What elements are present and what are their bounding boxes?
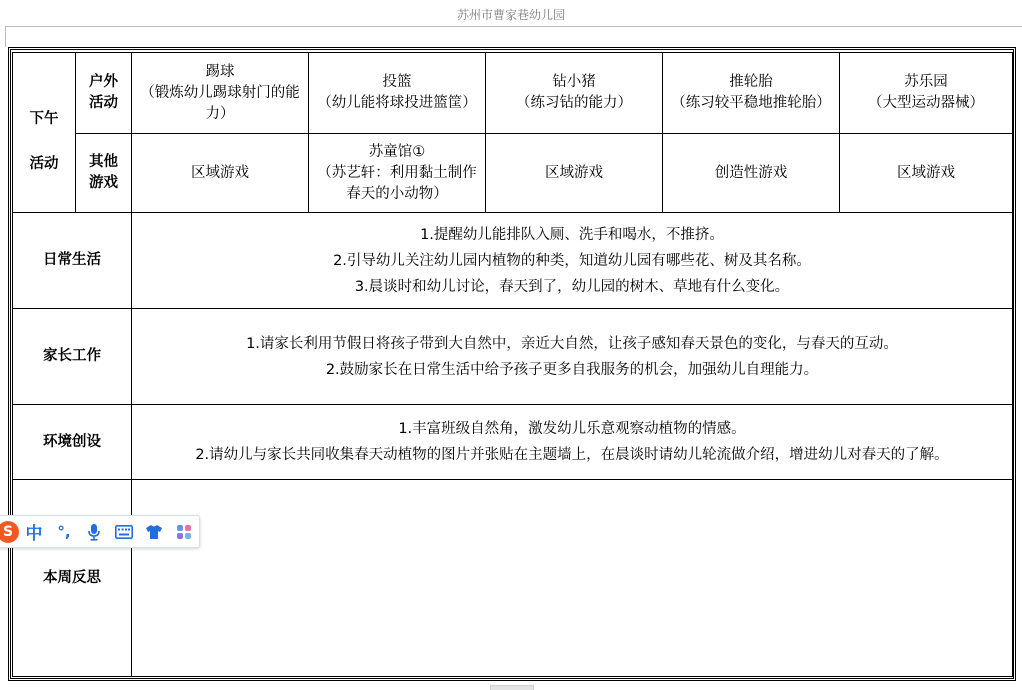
outdoor-cell-5 (840, 53, 1013, 134)
skin-icon (145, 524, 163, 540)
outdoor-cell-1 (132, 53, 309, 134)
activity-name: 踢球 (205, 63, 235, 80)
activity-name: 区域游戏 (897, 164, 955, 181)
toolbox-icon[interactable] (169, 516, 199, 547)
activity-desc: （练习钻的能力） (516, 95, 632, 111)
parents-work-row (13, 309, 1013, 405)
outdoor-cell-4 (663, 53, 840, 134)
other-cell-4 (663, 134, 840, 213)
other-games-label: 其他 游戏 (76, 134, 132, 213)
activity-name: 苏乐园 (904, 74, 948, 90)
keyboard-icon (115, 525, 133, 539)
outdoor-activity-row (13, 53, 1013, 134)
activity-name: 创造性游戏 (714, 164, 788, 181)
sogou-logo-icon[interactable]: S (0, 521, 19, 543)
outdoor-cell-3 (486, 53, 663, 134)
activity-desc: （幼儿能将球投进篮筐） (317, 95, 477, 111)
activity-desc: （锻炼幼儿踢球射门的能力） (140, 84, 300, 122)
mic-icon (87, 523, 101, 541)
afternoon-activity-label: 下午 活动 (13, 53, 76, 213)
daily-life-content (132, 213, 1013, 309)
list-item: 2.请幼儿与家长共同收集春天动植物的图片并张贴在主题墙上，在晨谈时请幼儿轮流做介绍，增进幼儿对春天的了解。 (195, 447, 949, 463)
daily-life-row (13, 213, 1013, 309)
ime-toolbar (0, 515, 200, 548)
daily-life-label: 日常生活 (13, 213, 132, 309)
activity-desc: （苏艺轩：利用黏土制作春天的小动物） (317, 164, 477, 202)
other-games-row (13, 134, 1013, 213)
document-header (0, 0, 1022, 26)
skin-icon[interactable] (139, 516, 169, 547)
activity-name: 钻小猪 (552, 74, 596, 90)
environment-row (13, 405, 1013, 480)
activity-name: 区域游戏 (545, 164, 603, 181)
activity-name: 苏童馆① (368, 143, 426, 160)
activity-name: 推轮胎 (729, 74, 773, 90)
outdoor-activity-label: 户外 活动 (76, 53, 132, 134)
activity-desc: （练习较平稳地推轮胎） (671, 95, 831, 111)
parents-work-content (132, 309, 1013, 405)
list-item: 1.提醒幼儿能排队入厕、洗手和喝水，不推挤。 (420, 226, 724, 243)
activity-name: 区域游戏 (191, 164, 249, 181)
weekly-plan-table (12, 52, 1013, 677)
parents-work-label: 家长工作 (13, 309, 132, 405)
other-cell-1 (132, 134, 309, 213)
scrollbar-handle[interactable] (490, 685, 534, 690)
other-cell-5 (840, 134, 1013, 213)
other-cell-2 (309, 134, 486, 213)
punctuation-toggle[interactable]: °, (57, 522, 71, 541)
list-item: 2.引导幼儿关注幼儿园内植物的种类，知道幼儿园有哪些花、树及其名称。 (333, 252, 811, 269)
header-title: 苏州市曹家巷幼儿园 (456, 8, 565, 22)
reflection-row (13, 480, 1013, 677)
activity-desc: （大型运动器械） (868, 95, 984, 111)
activity-name: 投篮 (382, 74, 412, 90)
reflection-label: 本周反思 (13, 480, 132, 677)
toolbox-icon (176, 524, 192, 540)
mic-icon[interactable] (79, 516, 109, 547)
keyboard-icon[interactable] (109, 516, 139, 547)
reflection-content[interactable] (132, 480, 1013, 677)
outdoor-cell-2 (309, 53, 486, 134)
other-cell-3 (486, 134, 663, 213)
ime-mode-toggle[interactable]: 中 (25, 524, 43, 544)
list-item: 1.请家长利用节假日将孩子带到大自然中，亲近大自然，让孩子感知春天景色的变化，与春天的互动。 (246, 335, 898, 352)
list-item: 1.丰富班级自然角，激发幼儿乐意观察动植物的情感。 (398, 421, 746, 437)
environment-content (132, 405, 1013, 480)
header-rule (5, 26, 1022, 47)
environment-label: 环境创设 (13, 405, 132, 480)
list-item: 2.鼓励家长在日常生活中给予孩子更多自我服务的机会，加强幼儿自理能力。 (325, 361, 819, 378)
list-item: 3.晨谈时和幼儿讨论，春天到了，幼儿园的树木、草地有什么变化。 (354, 278, 790, 295)
